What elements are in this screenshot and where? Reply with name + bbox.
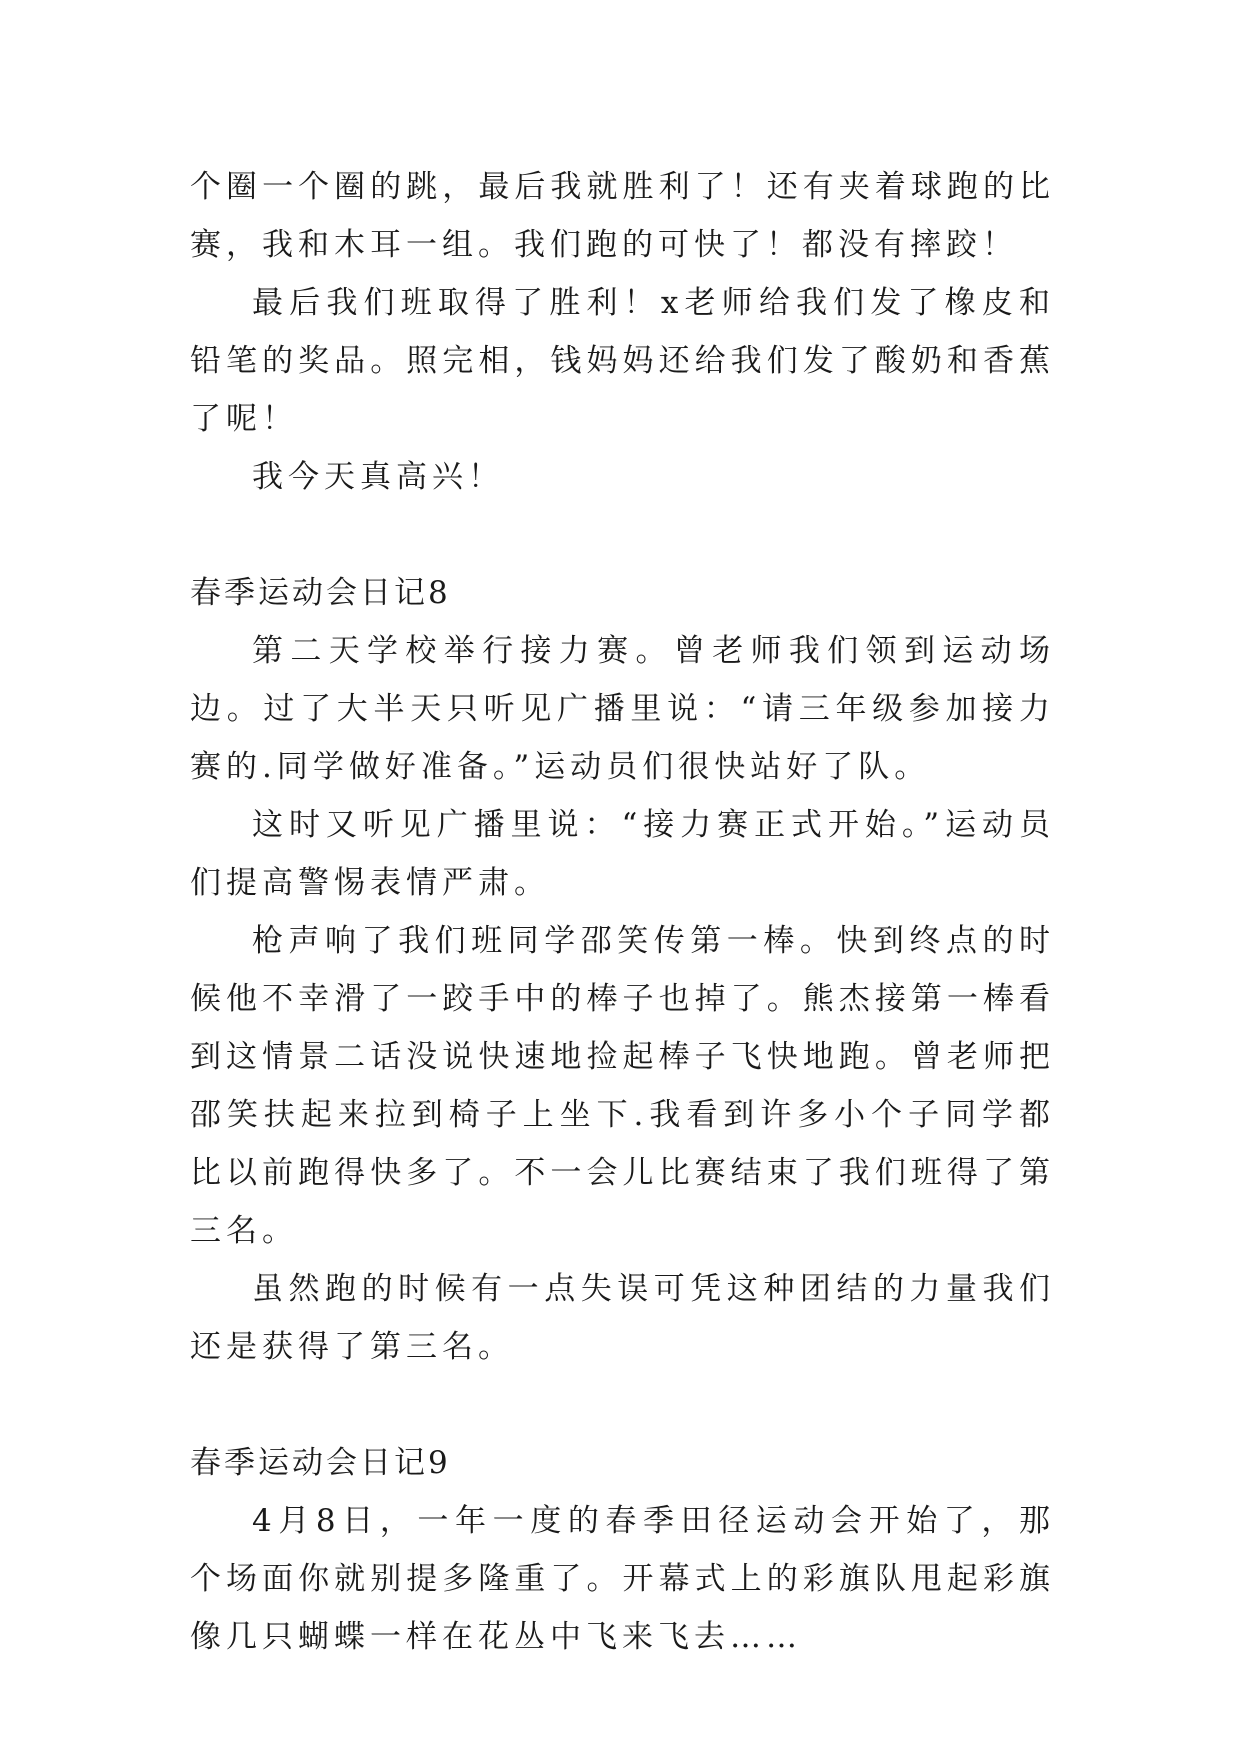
paragraph: 枪声响了我们班同学邵笑传第一棒。快到终点的时候他不幸滑了一跤手中的棒子也掉了。熊杰接第一棒看到这情景二话没说快速地捡起棒子飞快地跑。曾老师把邵笑扶起来拉到椅子上坐下.我看到许多小个子同学都比以前跑得快多了。不一会儿比赛结束了我们班得了第三名。 <box>190 923 1055 1249</box>
section-spacer <box>190 506 1055 564</box>
paragraph: 第二天学校举行接力赛。曾老师我们领到运动场边。过了大半天只听见广播里说：“请三年级参加接力赛的.同学做好准备。”运动员们很快站好了队。 <box>190 633 1055 785</box>
section-spacer <box>190 1376 1055 1434</box>
paragraph: 这时又听见广播里说：“接力赛正式开始。”运动员们提高警惕表情严肃。 <box>190 807 1055 901</box>
paragraph: 最后我们班取得了胜利！x老师给我们发了橡皮和铅笔的奖品。照完相，钱妈妈还给我们发了酸奶和香蕉了呢！ <box>190 285 1055 437</box>
paragraph: 个圈一个圈的跳，最后我就胜利了！还有夹着球跑的比赛，我和木耳一组。我们跑的可快了！都没有摔跤！ <box>190 169 1055 263</box>
section-heading: 春季运动会日记9 <box>190 1445 451 1481</box>
section-heading: 春季运动会日记8 <box>190 575 451 611</box>
paragraph: 我今天真高兴！ <box>252 459 504 495</box>
document-body <box>190 158 1055 1666</box>
paragraph: 虽然跑的时候有一点失误可凭这种团结的力量我们还是获得了第三名。 <box>190 1271 1055 1365</box>
paragraph: 4月8日，一年一度的春季田径运动会开始了，那个场面你就别提多隆重了。开幕式上的彩旗队甩起彩旗像几只蝴蝶一样在花丛中飞来飞去…… <box>190 1503 1055 1655</box>
